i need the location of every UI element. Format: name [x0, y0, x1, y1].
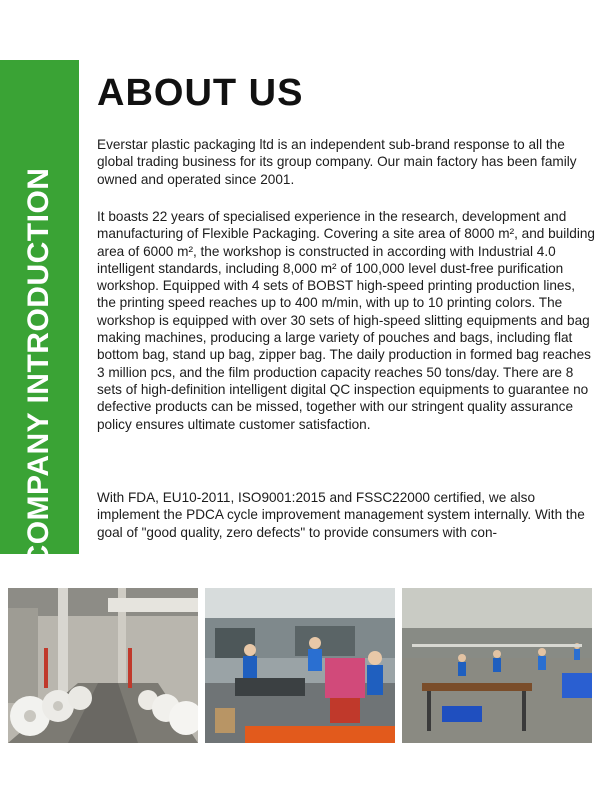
- page-title: ABOUT US: [97, 72, 304, 114]
- production-floor-photo-illustration: [402, 588, 592, 743]
- warehouse-photo-illustration: [8, 588, 198, 743]
- workshop-photo: [205, 588, 395, 743]
- warehouse-photo: [8, 588, 198, 743]
- production-floor-photo: [402, 588, 592, 743]
- capability-paragraph: It boasts 22 years of specialised experience in the research, development and manufacturing of Flexible Packaging. Covering a site area of 8000 m², and building area of 6000 m², the workshop is constructed in according with Industrial 4.0 intelligent standards, including 8,000 m² of 100,000 level dust-free purification workshop. Equipped with 4 sets of BOBST high-speed printing production lines, the printing speed reaches up to 400 m/min, with up to 10 printing colors. The workshop is equipped with over 30 sets of high-speed slitting equipments and bag making machines, producing a large variety of pouches and bags, including flat bottom bag, stand up bag, zipper bag. The daily production in formed bag reaches 3 million pcs, and the film production capacity reaches 50 tons/day. There are 8 sets of high-definition intelligent digital QC inspection equipments to guarantee no defective products can be missed, together with our stringent quality assurance policy ensures ultimate customer satisfaction.: [97, 209, 595, 432]
- intro-paragraph: Everstar plastic packaging ltd is an independent sub-brand response to all the global trading business for its group company. Our main factory has been family owned and operated since 2001.: [97, 137, 577, 187]
- side-banner-label: COMPANY INTRODUCTION: [22, 167, 55, 567]
- factory-photo-row: [8, 588, 592, 743]
- certification-paragraph: With FDA, EU10-2011, ISO9001:2015 and FSSC22000 certified, we also implement the PDCA cycle improvement management system internally. With the goal of "good quality, zero defects" to provide consumers with con-: [97, 490, 585, 540]
- side-banner: [0, 60, 79, 567]
- workshop-photo-illustration: [205, 588, 395, 743]
